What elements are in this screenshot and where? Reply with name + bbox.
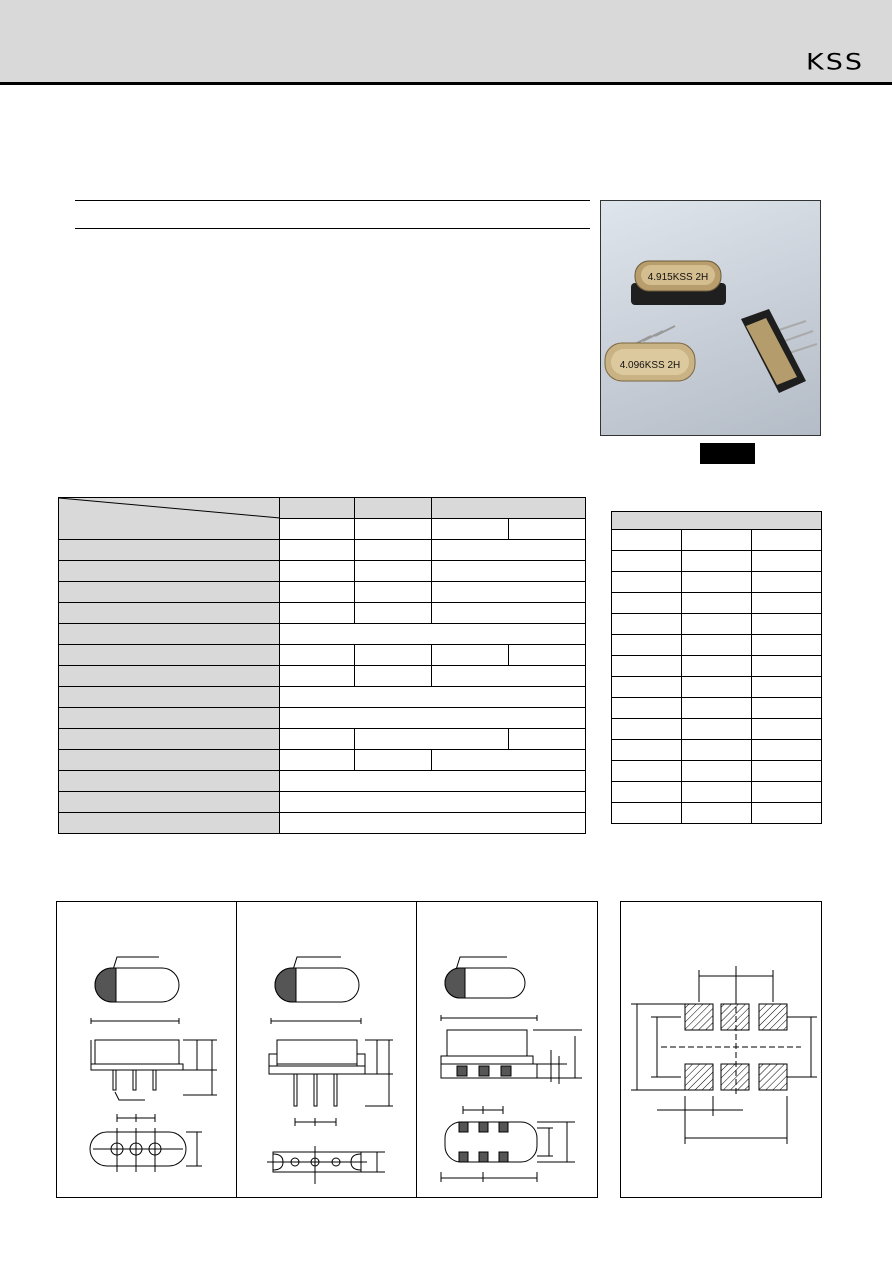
photo-caption-box: [700, 443, 755, 464]
spec-table: [58, 497, 586, 834]
diagonal-line: [59, 498, 280, 540]
dimension-drawing-smd: [416, 901, 598, 1198]
table-row: [59, 771, 586, 792]
table-row: [59, 813, 586, 834]
table-row: [612, 551, 822, 572]
land-pattern-svg: [621, 902, 823, 1199]
table-row: [612, 512, 822, 530]
table-row: [612, 719, 822, 740]
side-crystal-part: [741, 309, 817, 393]
table-row: [612, 593, 822, 614]
land-pattern-drawing: [620, 901, 822, 1198]
table-row: [59, 540, 586, 561]
photo-illustration: [601, 201, 821, 436]
table-row: [612, 635, 822, 656]
leaded-marking: 4.096KSS 2H: [619, 360, 681, 371]
table-row: [612, 677, 822, 698]
product-photo: [600, 200, 821, 436]
table-row: [612, 530, 822, 551]
table-row: [59, 792, 586, 813]
frequency-table: [611, 511, 822, 824]
table-row: [612, 803, 822, 824]
title-rule-top: [75, 200, 590, 201]
table-row: [59, 498, 586, 519]
smd-marking: 4.915KSS 2H: [647, 272, 709, 283]
table-row: [612, 782, 822, 803]
table-row: [59, 687, 586, 708]
leaded-outline-drawing: [57, 902, 238, 1199]
table-row: [612, 656, 822, 677]
table-row: [612, 698, 822, 719]
header-rule: [0, 82, 892, 85]
smd-crystal-part: [631, 261, 726, 305]
table-row: [612, 614, 822, 635]
table-row: [59, 708, 586, 729]
header-band: [0, 0, 892, 82]
header-diagonal-cell: [59, 498, 280, 540]
table-row: [59, 729, 586, 750]
title-rule-bottom: [75, 228, 590, 229]
dimension-drawing-flange: [236, 901, 417, 1198]
smd-outline-drawing: [417, 902, 599, 1199]
table-row: [59, 582, 586, 603]
table-row: [59, 666, 586, 687]
table-row: [59, 603, 586, 624]
dimension-drawing-leaded: [56, 901, 237, 1198]
table-row: [59, 750, 586, 771]
table-row: [612, 740, 822, 761]
flange-outline-drawing: [237, 902, 418, 1199]
table-row: [612, 572, 822, 593]
table-row: [612, 761, 822, 782]
kss-logo: KSS: [806, 50, 864, 76]
table-row: [59, 645, 586, 666]
leaded-crystal-part: [605, 326, 695, 381]
table-row: [59, 561, 586, 582]
table-row: [59, 624, 586, 645]
